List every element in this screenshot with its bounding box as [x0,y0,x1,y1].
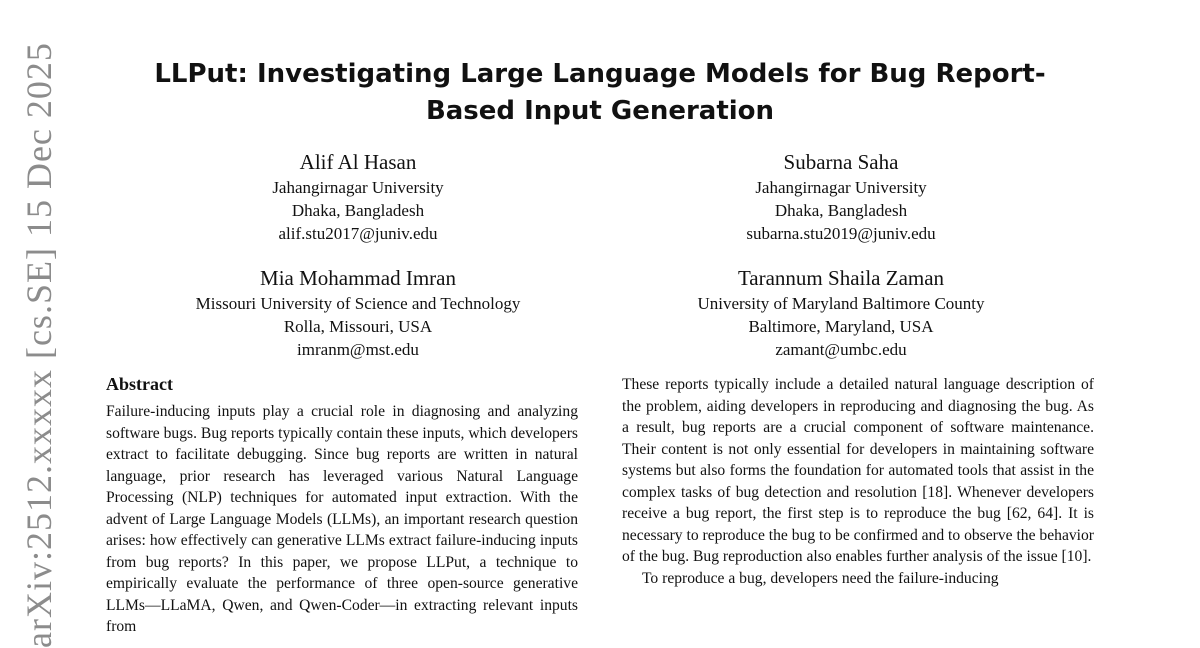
abstract-text: Failure-inducing inputs play a crucial role in diagnosing and analyzing software bugs. Bug reports typically contain these inputs, which developers extract to facilitate debugging. Since bug reports are written in natural language, prior research has leveraged various Natural Language Processing (NLP) techniques for automated input extraction. With the advent of Large Language Models (LLMs), an important research question arises: how effectively can generative LLMs extract failure-inducing inputs from bug reports? In this paper, we propose LLPut, a technique to empirically evaluate the performance of three open-source generative LLMs—LLaMA, Qwen, and Qwen-Coder—in extracting relevant inputs from [106,403,578,635]
author-block [611,148,1071,245]
author-email: alif.stu2017@juniv.edu [278,224,438,243]
author-block [128,264,588,361]
body-column [622,374,1094,589]
author-name: Subarna Saha [783,150,899,174]
author-affiliation: Jahangirnagar University [755,178,927,197]
author-location: Rolla, Missouri, USA [283,317,433,336]
author-affiliation: Jahangirnagar University [272,178,444,197]
author-name: Mia Mohammad Imran [260,266,456,290]
author-name: Tarannum Shaila Zaman [737,266,945,290]
abstract-heading: Abstract [106,374,173,394]
author-location: Dhaka, Bangladesh [774,201,908,220]
author-affiliation: Missouri University of Science and Technology [195,294,521,313]
author-block [128,148,588,245]
body-paragraph: These reports typically include a detailed natural language description of the problem, aiding developers in reproducing and diagnosing the bug. As a result, bug reports are a crucial component of software maintenance. Their content is not only essential for developers in maintaining software systems but also forms the foundation for automated tools that assist in the complex tasks of bug detection and resolution [18]. Whenever developers receive a bug report, the first step is to reproduce the bug [62, 64]. It is necessary to reproduce the bug to be confirmed and to observe the behavior of the bug. Bug reproduction also enables further analysis of the issue [10]. [622,376,1094,565]
paper-title: LLPut: Investigating Large Language Models for Bug Report-Based Input Generation [154,59,1046,126]
author-email: imranm@mst.edu [297,340,419,359]
abstract-column [106,401,578,638]
body-paragraph: To reproduce a bug, developers need the failure-inducing [642,569,999,587]
author-location: Baltimore, Maryland, USA [748,317,934,336]
author-block [611,264,1071,361]
author-email: zamant@umbc.edu [775,340,907,359]
arxiv-identifier-stamp: arXiv:2512.xxxxx [cs.SE] 15 Dec 2025 [19,42,59,648]
author-name: Alif Al Hasan [299,150,417,174]
author-location: Dhaka, Bangladesh [291,201,425,220]
author-email: subarna.stu2019@juniv.edu [746,224,936,243]
author-affiliation: University of Maryland Baltimore County [697,294,985,313]
